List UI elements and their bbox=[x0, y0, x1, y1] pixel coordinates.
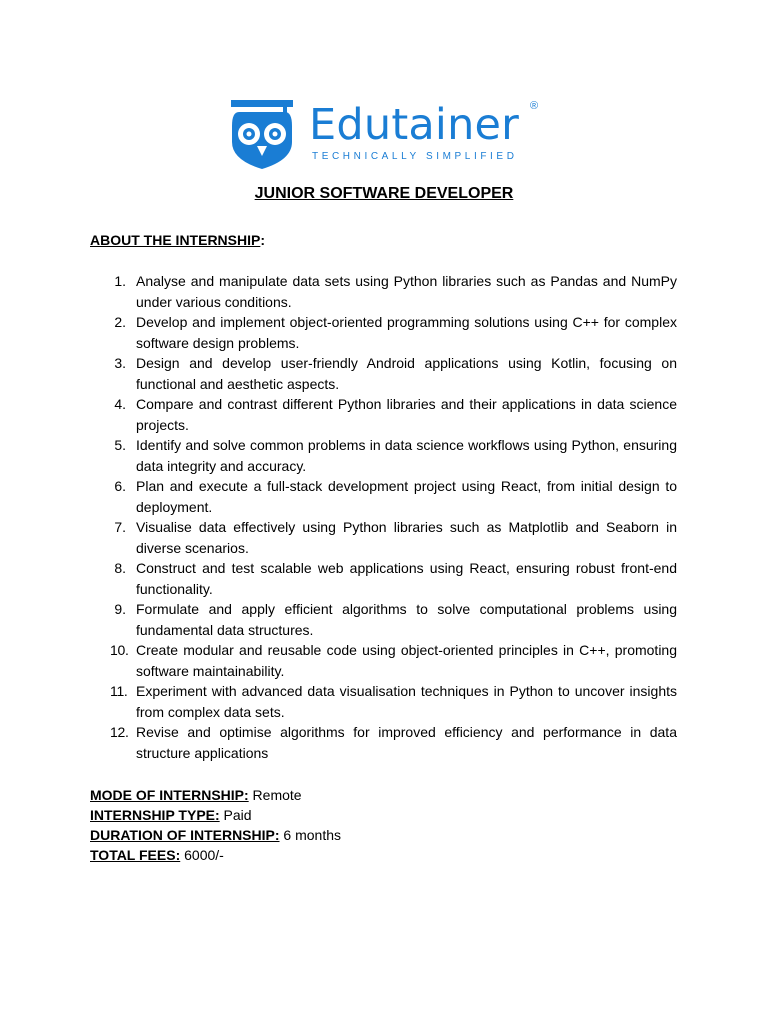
item-text: Analyse and manipulate data sets using Python libraries such as Pandas and NumPy under various conditions. bbox=[136, 273, 677, 310]
list-item bbox=[90, 517, 677, 558]
list-item bbox=[90, 271, 677, 312]
item-number: 9. bbox=[114, 601, 126, 617]
item-number: 7. bbox=[114, 519, 126, 535]
item-number: 4. bbox=[114, 396, 126, 412]
item-text: Plan and execute a full-stack development project using React, from initial design to deployment. bbox=[136, 478, 677, 515]
item-number: 2. bbox=[114, 314, 126, 330]
list-item bbox=[90, 394, 677, 435]
type-value: Paid bbox=[219, 807, 252, 823]
item-number: 11. bbox=[110, 683, 128, 699]
item-text: Visualise data effectively using Python libraries such as Matplotlib and Seaborn in diverse scenarios. bbox=[136, 519, 677, 556]
about-heading-text: ABOUT THE INTERNSHIP bbox=[90, 232, 261, 248]
duration-value: 6 months bbox=[279, 827, 341, 843]
list-item bbox=[90, 722, 677, 763]
fees-row bbox=[90, 845, 341, 865]
brand-tagline: TECHNICALLY SIMPLIFIED bbox=[312, 151, 518, 162]
list-item bbox=[90, 476, 677, 517]
item-text: Create modular and reusable code using object-oriented principles in C++, promoting software maintainability. bbox=[136, 642, 677, 679]
brand-name: Edutainer bbox=[309, 100, 520, 150]
item-text: Revise and optimise algorithms for improved efficiency and performance in data structure applications bbox=[136, 724, 677, 761]
type-row bbox=[90, 805, 341, 825]
item-text: Identify and solve common problems in data science workflows using Python, ensuring data integrity and accuracy. bbox=[136, 437, 677, 474]
registered-mark: ® bbox=[530, 100, 539, 112]
mode-value: Remote bbox=[248, 787, 302, 803]
mode-label: MODE OF INTERNSHIP: bbox=[90, 787, 249, 803]
list-item bbox=[90, 353, 677, 394]
item-text: Compare and contrast different Python libraries and their applications in data science projects. bbox=[136, 396, 677, 433]
about-heading-colon: : bbox=[260, 232, 266, 248]
fees-label: TOTAL FEES: bbox=[90, 847, 181, 863]
list-item bbox=[90, 681, 677, 722]
item-number: 6. bbox=[114, 478, 126, 494]
list-item bbox=[90, 640, 677, 681]
item-text: Experiment with advanced data visualisation techniques in Python to uncover insights from complex data sets. bbox=[136, 683, 677, 720]
fees-value: 6000/- bbox=[180, 847, 224, 863]
internship-details bbox=[90, 785, 341, 865]
owl-icon bbox=[229, 98, 295, 170]
duties-list bbox=[90, 271, 677, 763]
about-heading bbox=[90, 231, 265, 249]
brand-logo bbox=[229, 98, 549, 170]
item-number: 12. bbox=[110, 724, 129, 740]
mode-row bbox=[90, 785, 341, 805]
item-number: 3. bbox=[114, 355, 126, 371]
duration-row bbox=[90, 825, 341, 845]
list-item bbox=[90, 312, 677, 353]
item-text: Construct and test scalable web applications using React, ensuring robust front-end functionality. bbox=[136, 560, 677, 597]
item-number: 8. bbox=[114, 560, 126, 576]
list-item bbox=[90, 599, 677, 640]
item-number: 5. bbox=[114, 437, 126, 453]
item-text: Formulate and apply efficient algorithms to solve computational problems using fundamental data structures. bbox=[136, 601, 677, 638]
item-number: 1. bbox=[114, 273, 126, 289]
item-number: 10. bbox=[110, 642, 129, 658]
list-item bbox=[90, 435, 677, 476]
item-text: Design and develop user-friendly Android applications using Kotlin, focusing on functional and aesthetic aspects. bbox=[136, 355, 677, 392]
job-title: JUNIOR SOFTWARE DEVELOPER bbox=[254, 185, 514, 202]
type-label: INTERNSHIP TYPE: bbox=[90, 807, 220, 823]
item-text: Develop and implement object-oriented programming solutions using C++ for complex software design problems. bbox=[136, 314, 677, 351]
list-item bbox=[90, 558, 677, 599]
duration-label: DURATION OF INTERNSHIP: bbox=[90, 827, 280, 843]
